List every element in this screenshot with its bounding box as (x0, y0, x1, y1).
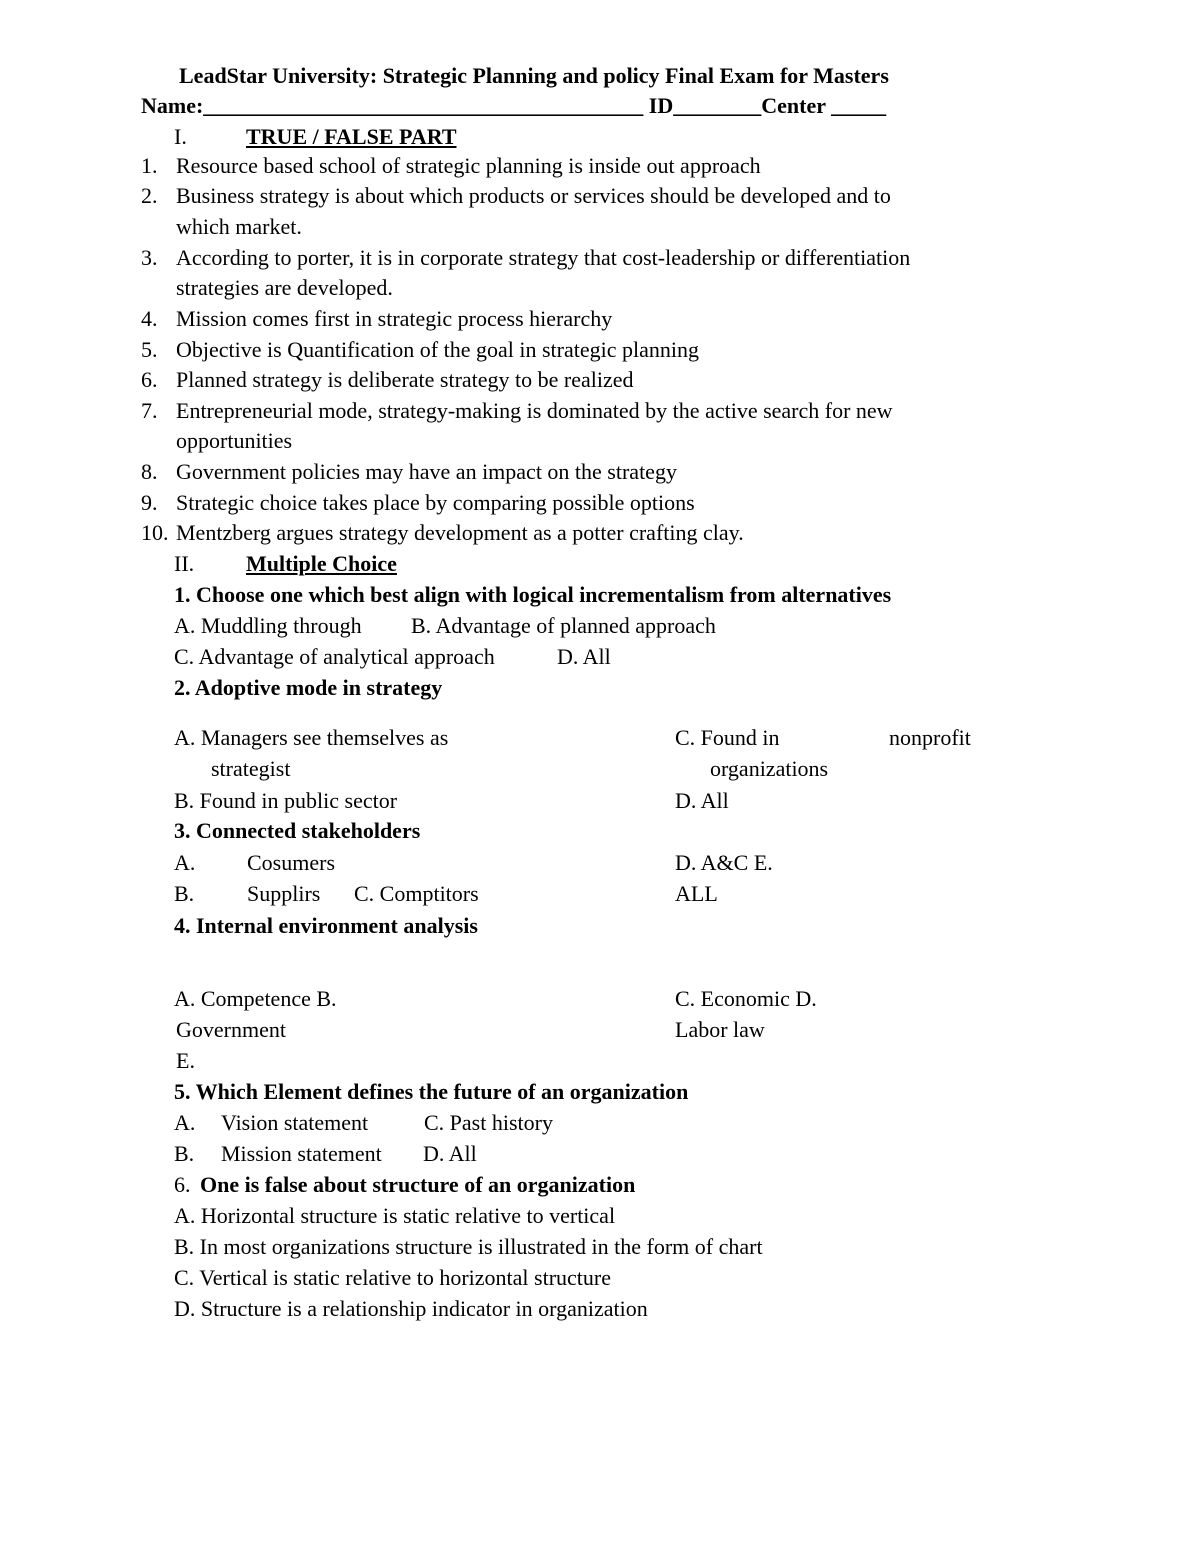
tf-text-cont: strategies are developed. (176, 275, 393, 300)
option-a: A. Muddling through (174, 613, 362, 638)
tf-text: Mentzberg argues strategy development as a potter crafting clay. (176, 520, 744, 545)
part1-roman: I. (174, 124, 187, 149)
option-b-cont: Government (176, 1017, 286, 1042)
question-text: 4. Internal environment analysis (174, 913, 478, 938)
option-d-cont: Labor law (675, 1017, 765, 1042)
option-b-letter: B. (174, 1141, 195, 1166)
tf-num: 5. (141, 337, 158, 362)
option-a: A. Horizontal structure is static relative to vertical (174, 1203, 616, 1228)
option-b: B. In most organizations structure is illustrated in the form of chart (174, 1234, 763, 1259)
question-text: 1. Choose one which best align with logical incrementalism from alternatives (174, 582, 892, 607)
option-d: D. Structure is a relationship indicator in organization (174, 1296, 648, 1321)
tf-text: According to porter, it is in corporate strategy that cost-leadership or differentiation (176, 245, 911, 270)
question-text: 5. Which Element defines the future of an organization (174, 1079, 689, 1104)
option-b: B. Found in public sector (174, 788, 398, 813)
option-c: C. Comptitors (354, 881, 479, 906)
option-a: Cosumers (247, 850, 335, 875)
tf-num: 9. (141, 490, 158, 515)
option-c: C. Advantage of analytical approach (174, 644, 495, 669)
question-text: One is false about structure of an organization (200, 1172, 636, 1197)
tf-text: Objective is Quantification of the goal in strategic planning (176, 337, 699, 362)
tf-num: 8. (141, 459, 158, 484)
tf-num: 3. (141, 245, 158, 270)
question-number: 6. (174, 1172, 191, 1197)
part2-heading: Multiple Choice (246, 551, 397, 576)
option-b-letter: B. (174, 881, 195, 906)
question-text: 2. Adoptive mode in strategy (174, 675, 443, 700)
option-d-e: D. A&C E. (675, 850, 773, 875)
option-b: Supplirs (247, 881, 321, 906)
tf-text: Resource based school of strategic planning is inside out approach (176, 153, 761, 178)
tf-text-cont: which market. (176, 214, 302, 239)
option-e: E. (176, 1048, 195, 1073)
tf-num: 4. (141, 306, 158, 331)
tf-text: Entrepreneurial mode, strategy-making is dominated by the active search for new (176, 398, 893, 423)
option-c: C. Past history (424, 1110, 553, 1135)
option-c-nonprofit: nonprofit (889, 725, 971, 750)
option-a-letter: A. (174, 850, 196, 875)
option-a-cont: strategist (211, 756, 291, 781)
tf-num: 10. (141, 520, 169, 545)
question-text: 3. Connected stakeholders (174, 818, 421, 843)
option-a: A. Managers see themselves as (174, 725, 449, 750)
part1-heading: TRUE / FALSE PART (246, 124, 457, 149)
tf-num: 1. (141, 153, 158, 178)
option-c: C. Found in (675, 725, 780, 750)
tf-num: 6. (141, 367, 158, 392)
tf-text: Planned strategy is deliberate strategy to be realized (176, 367, 634, 392)
option-b: B. Advantage of planned approach (411, 613, 716, 638)
part2-roman: II. (174, 551, 195, 576)
name-id-center-line: Name:________________________________________ ID________Center _____ (141, 93, 887, 118)
option-b: Mission statement (221, 1141, 382, 1166)
tf-num: 2. (141, 183, 158, 208)
option-c-d: C. Economic D. (675, 986, 817, 1011)
tf-text-cont: opportunities (176, 428, 293, 453)
option-all: ALL (675, 881, 718, 906)
option-d: D. All (423, 1141, 477, 1166)
option-a-letter: A. (174, 1110, 196, 1135)
option-c: C. Vertical is static relative to horizontal structure (174, 1265, 612, 1290)
option-a: Vision statement (221, 1110, 369, 1135)
option-d: D. All (675, 788, 729, 813)
tf-num: 7. (141, 398, 158, 423)
page-title: LeadStar University: Strategic Planning and policy Final Exam for Masters (179, 63, 889, 88)
option-c-cont: organizations (710, 756, 829, 781)
tf-text: Government policies may have an impact on the strategy (176, 459, 677, 484)
option-a-b: A. Competence B. (174, 986, 337, 1011)
tf-text: Business strategy is about which products or services should be developed and to (176, 183, 891, 208)
tf-text: Strategic choice takes place by comparing possible options (176, 490, 695, 515)
option-d: D. All (557, 644, 611, 669)
tf-text: Mission comes first in strategic process hierarchy (176, 306, 613, 331)
